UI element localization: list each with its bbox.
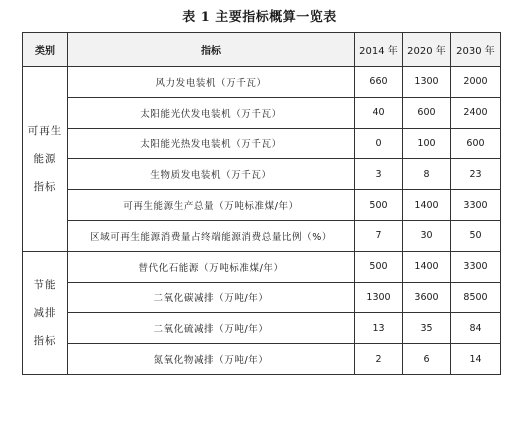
table-row xyxy=(23,251,501,282)
value-2020: 1300 xyxy=(403,67,451,98)
indicator-name: 太阳能光热发电装机（万千瓦） xyxy=(68,128,355,159)
category-line: 能源 xyxy=(33,152,57,165)
indicator-name: 替代化石能源（万吨标准煤/年） xyxy=(68,251,355,282)
table-row xyxy=(23,282,501,313)
value-2014: 13 xyxy=(355,313,403,344)
indicator-name: 生物质发电装机（万千瓦） xyxy=(68,159,355,190)
value-2020: 600 xyxy=(403,97,451,128)
table-row xyxy=(23,190,501,221)
table-row xyxy=(23,159,501,190)
value-2014: 500 xyxy=(355,190,403,221)
value-2014: 500 xyxy=(355,251,403,282)
header-row xyxy=(23,33,501,67)
value-2030: 23 xyxy=(451,159,501,190)
value-2020: 3600 xyxy=(403,282,451,313)
indicator-name: 氮氧化物减排（万吨/年） xyxy=(68,344,355,375)
header-2014: 2014 年 xyxy=(355,33,403,67)
indicator-name: 二氧化硫减排（万吨/年） xyxy=(68,313,355,344)
value-2020: 35 xyxy=(403,313,451,344)
indicator-name: 二氧化碳减排（万吨/年） xyxy=(68,282,355,313)
indicator-name: 风力发电装机（万千瓦） xyxy=(68,67,355,98)
header-2020: 2020 年 xyxy=(403,33,451,67)
category-energy-saving xyxy=(23,251,68,374)
header-indicator: 指标 xyxy=(68,33,355,67)
indicator-name: 太阳能光伏发电装机（万千瓦） xyxy=(68,97,355,128)
value-2014: 1300 xyxy=(355,282,403,313)
value-2030: 50 xyxy=(451,220,501,251)
table-title: 表 1 主要指标概算一览表 xyxy=(182,10,337,25)
value-2020: 1400 xyxy=(403,251,451,282)
value-2020: 1400 xyxy=(403,190,451,221)
indicator-table xyxy=(22,32,501,375)
value-2014: 40 xyxy=(355,97,403,128)
category-line: 可再生 xyxy=(27,124,63,137)
value-2030: 3300 xyxy=(451,190,501,221)
table-row xyxy=(23,313,501,344)
value-2014: 7 xyxy=(355,220,403,251)
table-row xyxy=(23,128,501,159)
value-2030: 84 xyxy=(451,313,501,344)
value-2014: 3 xyxy=(355,159,403,190)
value-2020: 8 xyxy=(403,159,451,190)
category-line: 指标 xyxy=(33,180,57,193)
table-row xyxy=(23,220,501,251)
header-2030: 2030 年 xyxy=(451,33,501,67)
category-renewable xyxy=(23,67,68,252)
value-2020: 100 xyxy=(403,128,451,159)
value-2030: 2000 xyxy=(451,67,501,98)
indicator-name: 区域可再生能源消费量占终端能源消费总量比例（%） xyxy=(68,220,355,251)
table-row xyxy=(23,344,501,375)
value-2030: 14 xyxy=(451,344,501,375)
category-line: 节能 xyxy=(33,278,57,291)
value-2030: 2400 xyxy=(451,97,501,128)
header-category: 类别 xyxy=(23,33,68,67)
value-2020: 6 xyxy=(403,344,451,375)
category-line: 减排 xyxy=(33,306,57,319)
value-2020: 30 xyxy=(403,220,451,251)
value-2014: 0 xyxy=(355,128,403,159)
table-row xyxy=(23,67,501,98)
value-2014: 660 xyxy=(355,67,403,98)
indicator-name: 可再生能源生产总量（万吨标准煤/年） xyxy=(68,190,355,221)
value-2030: 8500 xyxy=(451,282,501,313)
table-row xyxy=(23,97,501,128)
value-2030: 600 xyxy=(451,128,501,159)
value-2030: 3300 xyxy=(451,251,501,282)
value-2014: 2 xyxy=(355,344,403,375)
category-line: 指标 xyxy=(33,334,57,347)
